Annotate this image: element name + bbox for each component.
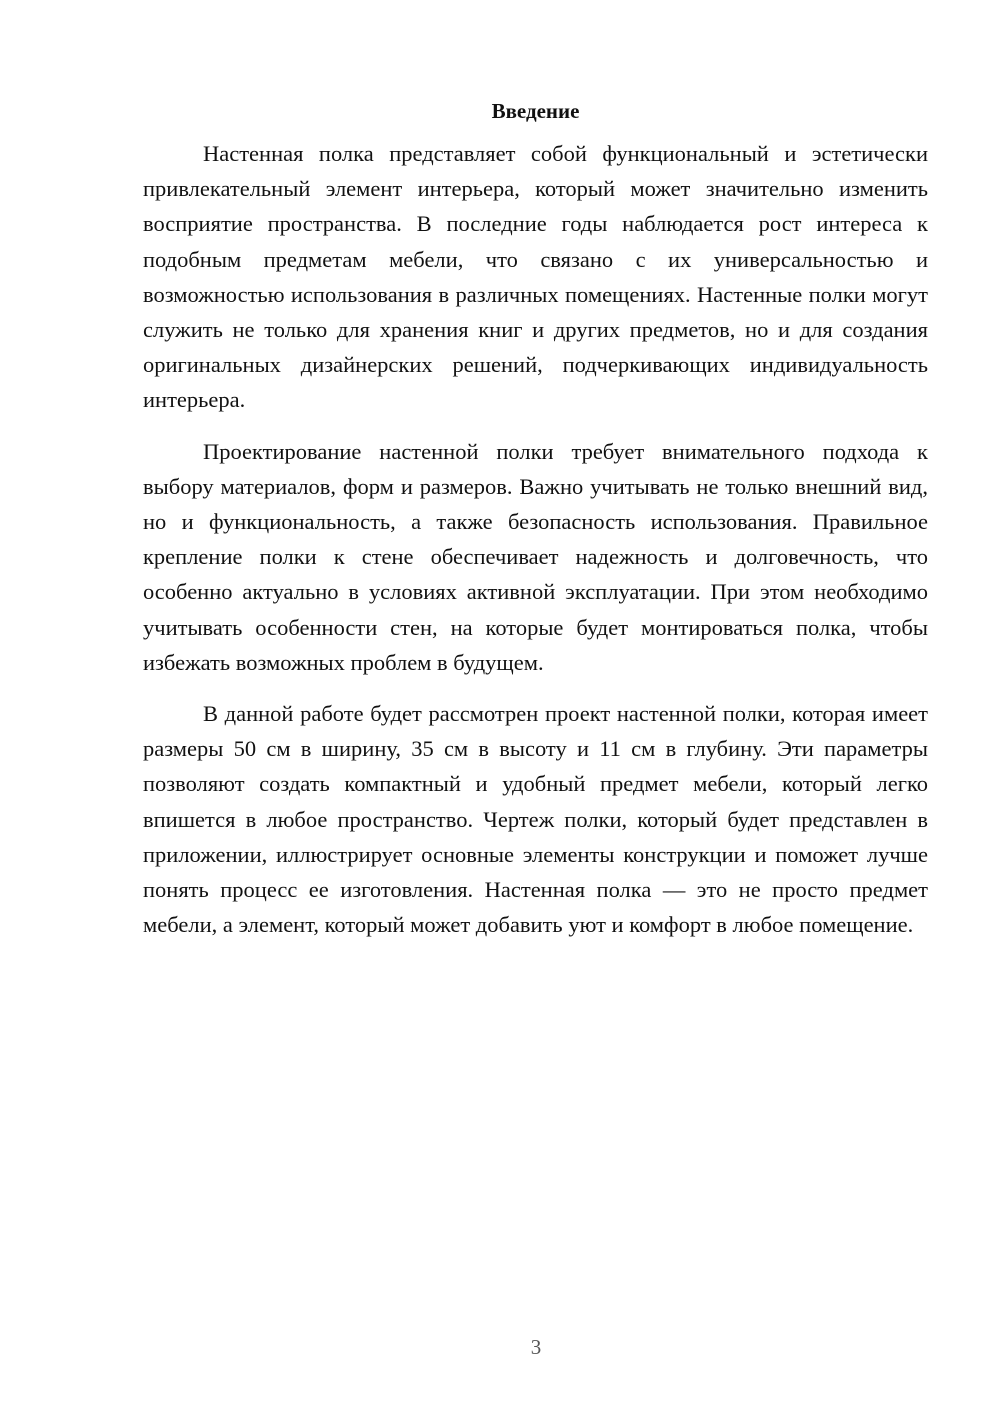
section-title: Введение	[491, 99, 580, 123]
paragraph-2: Проектирование настенной полки требует внимательного подхода к выбору материалов, форм и размеров. Важно учитывать не только внешний вид, но и функциональность, а также безопасность использования. Правильное крепление полки к стене обеспечивает надежность и долговечность, что особенно актуально в условиях активной эксплуатации. При этом необходимо учитывать особенности стен, на которые будет монтироваться полка, чтобы избежать возможных проблем в будущем.	[143, 438, 928, 675]
paragraph-1: Настенная полка представляет собой функциональный и эстетически привлекательный элемент интерьера, который может значительно изменить восприятие пространства. В последние годы наблюдается рост интереса к подобным предметам мебели, что связано с их универсальностью и возможностью использования в различных помещениях. Настенные полки могут служить не только для хранения книг и других предметов, но и для создания оригинальных дизайнерских решений, подчеркивающих индивидуальность интерьера.	[143, 141, 928, 413]
page-number: 3	[530, 1335, 542, 1359]
page-content	[143, 96, 928, 942]
paragraph-3: В данной работе будет рассмотрен проект настенной полки, которая имеет размеры 50 см в ширину, 35 см в высоту и 11 см в глубину. Эти параметры позволяют создать компактный и удобный предмет мебели, который легко впишется в любое пространство. Чертеж полки, который будет представлен в приложении, иллюстрирует основные элементы конструкции и поможет лучше понять процесс ее изготовления. Настенная полка — это не просто предмет мебели, а элемент, который может добавить уют и комфорт в любое помещение.	[143, 701, 928, 938]
